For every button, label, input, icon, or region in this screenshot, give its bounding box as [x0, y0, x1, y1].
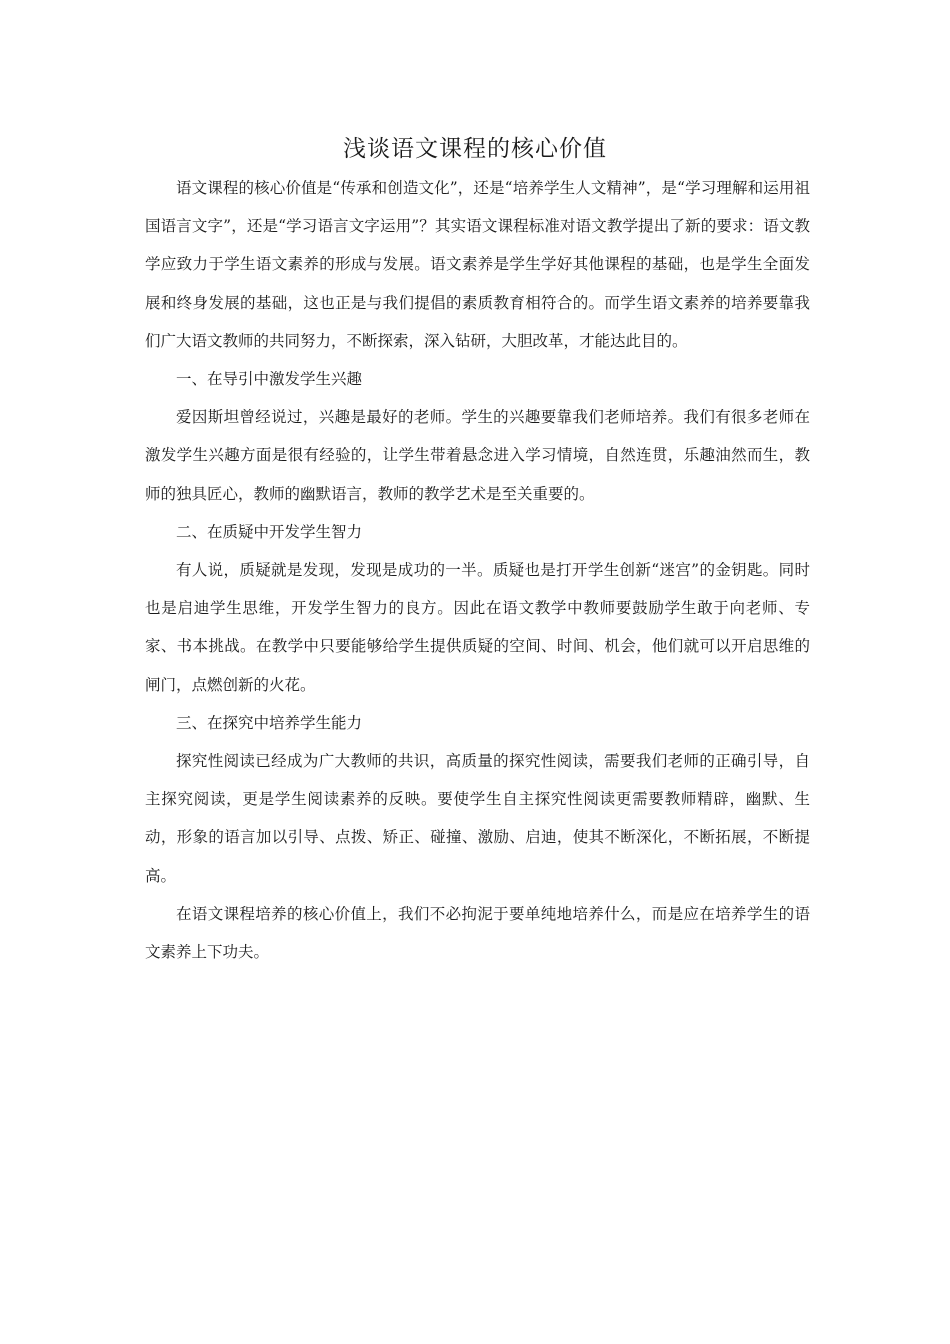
paragraph-conclusion: 在语文课程培养的核心价值上，我们不必拘泥于要单纯地培养什么，而是应在培养学生的语文素养上下功夫。: [145, 904, 810, 962]
paragraph-section-2: 有人说，质疑就是发现，发现是成功的一半。质疑也是打开学生创新“迷宫”的金钥匙。同时也是启迪学生思维，开发学生智力的良方。因此在语文教学中教师要鼓励学生敢于向老师、专家、书本挑战。在教学中只要能够给学生提供质疑的空间、时间、机会，他们就可以开启思维的闸门，点燃创新的火花。: [145, 561, 810, 694]
section-heading-2: 二、在质疑中开发学生智力: [176, 522, 363, 541]
paragraph-section-1: 爱因斯坦曾经说过，兴趣是最好的老师。学生的兴趣要靠我们老师培养。我们有很多老师在激发学生兴趣方面是很有经验的，让学生带着悬念进入学习情境，自然连贯，乐趣油然而生，教师的独具匠心，教师的幽默语言，教师的教学艺术是至关重要的。: [145, 408, 810, 503]
paragraph-intro: 语文课程的核心价值是“传承和创造文化”，还是“培养学生人文精神”，是“学习理解和运用祖国语言文字”，还是“学习语言文字运用”？其实语文课程标准对语文教学提出了新的要求：语文教学应致力于学生语文素养的形成与发展。语文素养是学生学好其他课程的基础，也是学生全面发展和终身发展的基础，这也正是与我们提倡的素质教育相符合的。而学生语文素养的培养要靠我们广大语文教师的共同努力，不断探索，深入钻研，大胆改革，才能达此目的。: [145, 179, 810, 350]
section-heading-3: 三、在探究中培养学生能力: [176, 713, 363, 732]
document-body: [145, 169, 810, 971]
paragraph-section-3: 探究性阅读已经成为广大教师的共识，高质量的探究性阅读，需要我们老师的正确引导，自主探究阅读，更是学生阅读素养的反映。要使学生自主探究性阅读更需要教师精辟，幽默、生动，形象的语言加以引导、点拨、矫正、碰撞、激励、启迪，使其不断深化，不断拓展，不断提高。: [145, 752, 810, 885]
section-heading-1: 一、在导引中激发学生兴趣: [176, 370, 363, 389]
page-title: 浅谈语文课程的核心价值: [343, 136, 607, 162]
